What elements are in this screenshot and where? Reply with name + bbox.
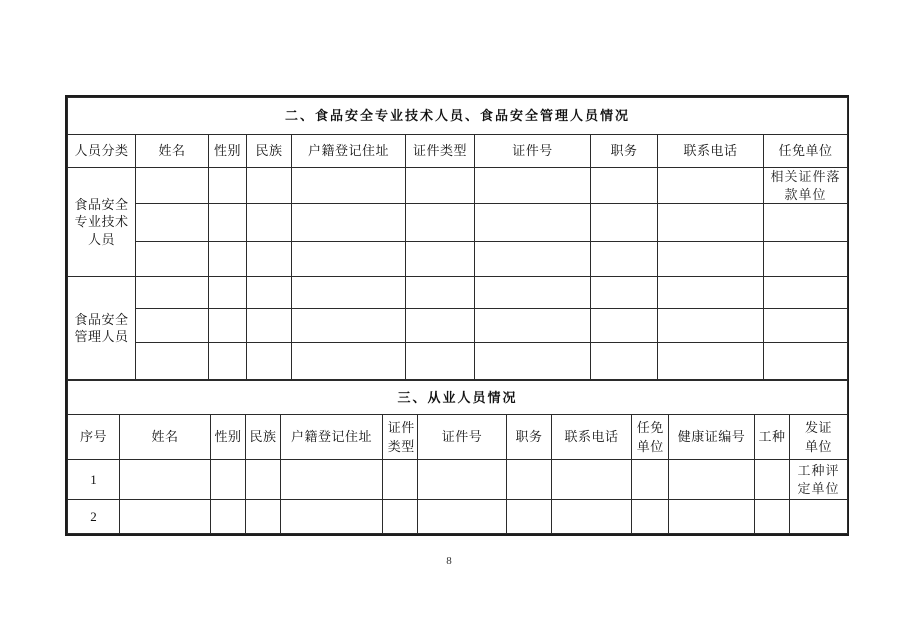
empty-cell [591, 242, 658, 277]
header-appointing-unit-text: 任免单位 [636, 419, 664, 455]
empty-cell [292, 277, 406, 309]
empty-cell [507, 500, 552, 534]
empty-cell [383, 460, 418, 500]
header-name: 姓名 [136, 135, 209, 168]
empty-cell [591, 168, 658, 204]
header-position: 职务 [591, 135, 658, 168]
empty-cell [475, 277, 591, 309]
header-serial-number: 序号 [68, 415, 120, 460]
empty-cell [209, 204, 247, 242]
empty-cell [764, 309, 848, 343]
empty-cell [136, 343, 209, 380]
empty-cell [591, 277, 658, 309]
header-contact-phone: 联系电话 [658, 135, 764, 168]
header-id-number: 证件号 [475, 135, 591, 168]
header-id-type-text: 证件类型 [387, 419, 415, 455]
empty-cell [247, 309, 292, 343]
empty-cell [669, 460, 755, 500]
header-gender: 性别 [211, 415, 246, 460]
header-gender: 性别 [209, 135, 247, 168]
table-row [68, 277, 848, 309]
row-index-cell: 2 [68, 500, 120, 534]
empty-cell [658, 309, 764, 343]
table-row [68, 309, 848, 343]
section3-title: 三、从业人员情况 [68, 381, 848, 415]
empty-cell [591, 204, 658, 242]
empty-cell [552, 500, 632, 534]
empty-cell [475, 242, 591, 277]
empty-cell [669, 500, 755, 534]
empty-cell [292, 204, 406, 242]
empty-cell [209, 277, 247, 309]
section3-header-row [68, 415, 848, 460]
row-index-cell: 1 [68, 460, 120, 500]
empty-cell [292, 168, 406, 204]
empty-cell [755, 500, 790, 534]
empty-cell [764, 277, 848, 309]
header-appointing-unit: 任免单位 [764, 135, 848, 168]
empty-cell [120, 460, 211, 500]
section3-title-row [68, 381, 848, 415]
empty-cell [209, 168, 247, 204]
registration-form-table [65, 95, 849, 536]
empty-cell [507, 460, 552, 500]
empty-cell [406, 204, 475, 242]
note-certificate-issuer [764, 168, 848, 204]
empty-cell [281, 500, 383, 534]
empty-cell [136, 309, 209, 343]
empty-cell [764, 242, 848, 277]
header-contact-phone: 联系电话 [552, 415, 632, 460]
header-position: 职务 [507, 415, 552, 460]
empty-cell [755, 460, 790, 500]
table-row [68, 204, 848, 242]
header-job-type: 工种 [755, 415, 790, 460]
empty-cell [247, 242, 292, 277]
empty-cell [475, 309, 591, 343]
empty-cell [658, 242, 764, 277]
empty-cell [136, 242, 209, 277]
empty-cell [247, 168, 292, 204]
empty-cell [281, 460, 383, 500]
empty-cell [247, 204, 292, 242]
empty-cell [209, 242, 247, 277]
header-ethnicity: 民族 [247, 135, 292, 168]
staff-table [67, 380, 848, 534]
empty-cell [475, 168, 591, 204]
header-registered-address: 户籍登记住址 [281, 415, 383, 460]
table-row [68, 168, 848, 204]
header-id-type [383, 415, 418, 460]
note-certificate-issuer-text: 相关证件落款单位 [770, 169, 841, 202]
empty-cell [209, 343, 247, 380]
empty-cell [136, 277, 209, 309]
empty-cell [658, 277, 764, 309]
group-label-technical-personnel: 食品安全专业技术人员 [68, 168, 136, 277]
header-registered-address: 户籍登记住址 [292, 135, 406, 168]
empty-cell [658, 204, 764, 242]
group-label-management-personnel: 食品安全管理人员 [68, 277, 136, 380]
empty-cell [790, 500, 848, 534]
empty-cell [211, 500, 246, 534]
empty-cell [120, 500, 211, 534]
empty-cell [406, 277, 475, 309]
note-job-type-assessor [790, 460, 848, 500]
empty-cell [247, 343, 292, 380]
table-row [68, 460, 848, 500]
empty-cell [764, 343, 848, 380]
empty-cell [136, 168, 209, 204]
header-health-certificate-number: 健康证编号 [669, 415, 755, 460]
empty-cell [406, 309, 475, 343]
section2-title-row [68, 98, 848, 135]
empty-cell [136, 204, 209, 242]
empty-cell [209, 309, 247, 343]
header-ethnicity: 民族 [246, 415, 281, 460]
empty-cell [764, 204, 848, 242]
header-appointing-unit [632, 415, 669, 460]
empty-cell [292, 343, 406, 380]
empty-cell [211, 460, 246, 500]
empty-cell [246, 460, 281, 500]
personnel-table [67, 97, 848, 380]
header-id-type: 证件类型 [406, 135, 475, 168]
empty-cell [406, 168, 475, 204]
header-issuing-unit-text: 发证单位 [805, 419, 833, 455]
empty-cell [292, 242, 406, 277]
empty-cell [658, 168, 764, 204]
empty-cell [418, 500, 507, 534]
empty-cell [383, 500, 418, 534]
page-number: 8 [446, 555, 452, 567]
header-issuing-unit [790, 415, 848, 460]
empty-cell [475, 204, 591, 242]
header-name: 姓名 [120, 415, 211, 460]
empty-cell [292, 309, 406, 343]
empty-cell [658, 343, 764, 380]
table-row [68, 343, 848, 380]
empty-cell [247, 277, 292, 309]
section2-title: 二、食品安全专业技术人员、食品安全管理人员情况 [68, 98, 848, 135]
empty-cell [591, 309, 658, 343]
section2-header-row [68, 135, 848, 168]
note-job-type-assessor-text: 工种评定单位 [797, 463, 840, 496]
empty-cell [632, 460, 669, 500]
table-row [68, 242, 848, 277]
empty-cell [406, 343, 475, 380]
empty-cell [246, 500, 281, 534]
empty-cell [406, 242, 475, 277]
header-personnel-category: 人员分类 [68, 135, 136, 168]
table-row [68, 500, 848, 534]
empty-cell [552, 460, 632, 500]
empty-cell [591, 343, 658, 380]
empty-cell [632, 500, 669, 534]
empty-cell [418, 460, 507, 500]
empty-cell [475, 343, 591, 380]
header-id-number: 证件号 [418, 415, 507, 460]
